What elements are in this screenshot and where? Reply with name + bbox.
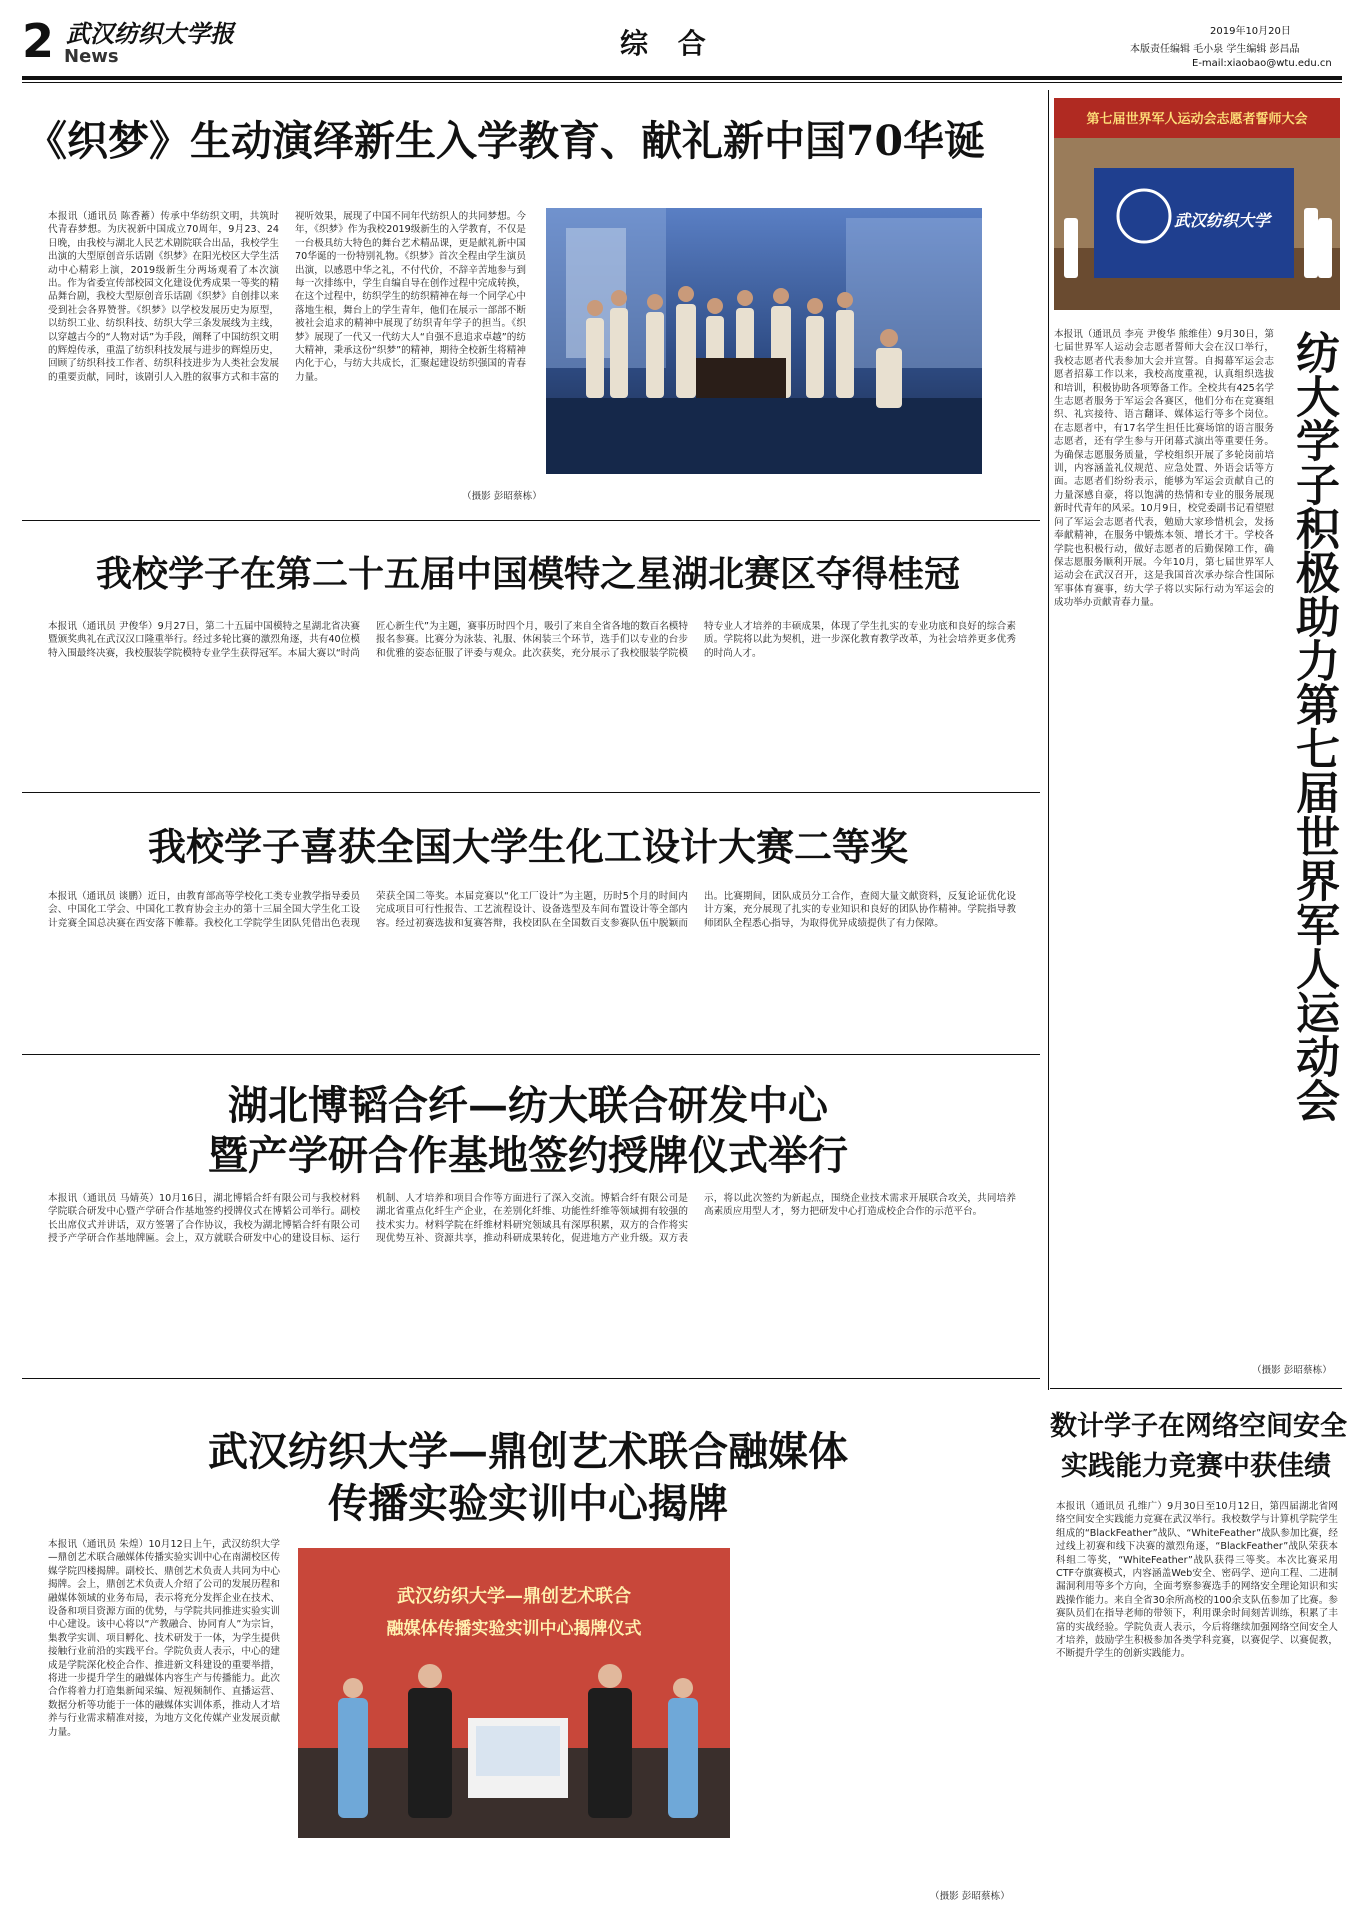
volunteer-banner-text: 第七届世界军人运动会志愿者誓师大会 [1086, 112, 1308, 127]
sidebar2-title-line1: 数计学子在网络空间安全 [1050, 1411, 1347, 1442]
sidebar2-title-line2: 实践能力竞赛中获佳绩 [1061, 1451, 1331, 1482]
editor-credits: 本版责任编辑 毛小泉 学生编辑 彭昌晶 [1130, 44, 1300, 55]
contact-email: E-mail:xiaobao@wtu.edu.cn [1192, 58, 1332, 69]
paper-name: 武汉纺织大学报 [66, 19, 234, 48]
sidebar1-volunteer-photo [1054, 98, 1340, 310]
article5-title-line2: 传播实验实训中心揭牌 [328, 1480, 728, 1527]
article1-stage-photo [546, 208, 982, 474]
article3-title: 我校学子喜获全国大学生化工设计大赛二等奖 [147, 824, 908, 869]
article5-body: 本报讯（通讯员 朱煌）10月12日上午，武汉纺织大学—鼎创艺术联合融媒体传播实验实训中心在南湖校区传媒学院四楼揭牌。副校长、鼎创艺术负责人共同为中心揭牌。会上，鼎创艺术负责人介绍了公司的发展历程和融媒体领域的业务布局，表示将充分发挥企业在技术、设备和项目资源方面的优势，与学院共同推进实验实训中心建设。该中心将以“产教融合、协同育人”为宗旨，集教学实训、项目孵化、技术研发于一体，为学生提供接触行业前沿的实践平台。学院负责人表示，中心的建成是学院深化校企合作、推进新文科建设的重要举措，将进一步提升学生的融媒体内容生产与传播能力。此次合作将着力打造集新闻采编、短视频制作、直播运营、数据分析等功能于一体的融媒体实训体系，推动人才培养与行业需求精准对接，为地方文化传媒产业发展贡献力量。 [48, 1539, 280, 1738]
article4-body: 本报讯（通讯员 马婧英）10月16日，湖北博韬合纤有限公司与我校材料学院联合研发中心暨产学研合作基地签约授牌仪式在博韬公司举行。副校长出席仪式并讲话，双方签署了合作协议，我校为湖北博韬合纤有限公司授予产学研合作基地牌匾。会上，双方就联合研发中心的建设目标、运行机制、人才培养和项目合作等方面进行了深入交流。博韬合纤有限公司是湖北省重点化纤生产企业，在差别化纤维、功能性纤维等领域拥有较强的技术实力。材料学院在纤维材料研究领域具有深厚积累，双方的合作将实现优势互补、资源共享，推动科研成果转化，促进地方产业升级。双方表示，将以此次签约为新起点，围绕企业技术需求开展联合攻关，共同培养高素质应用型人才，努力把研发中心打造成校企合作的示范平台。 [48, 1193, 1016, 1245]
sidebar1-body: 本报讯（通讯员 李亮 尹俊华 熊维佳）9月30日，第七届世界军人运动会志愿者誓师大会在汉口举行，我校志愿者代表参加大会并宣誓。自揭幕军运会志愿者招募工作以来，我校高度重视，认真组织选拔和培训，积极协助各项筹备工作。全校共有425名学生志愿者服务于军运会各赛区，他们分布在竞赛组织、礼宾接待、语言翻译、媒体运行等多个岗位。在志愿者中，有17名学生担任比赛场馆的语言服务志愿者，还有学生参与开闭幕式演出等重要任务。为确保志愿服务质量，学校组织开展了多轮岗前培训，内容涵盖礼仪规范、应急处置、外语会话等方面。志愿者们纷纷表示，能够为军运会贡献自己的力量深感自豪，将以饱满的热情和专业的服务展现新时代青年的风采。10月9日，校党委副书记看望慰问了军运会志愿者代表，勉励大家珍惜机会，发扬奉献精神，在服务中锻炼本领、增长才干。学校各学院也积极行动，做好志愿者的后勤保障工作，确保志愿服务顺利开展。今年10月，第七届世界军人运动会在武汉召开，这是我国首次承办综合性国际军事体育赛事，纺大学子将以实际行动为军运会的成功举办贡献青春力量。 [1054, 329, 1274, 609]
ceremony-banner-line1: 武汉纺织大学—鼎创艺术联合 [397, 1586, 631, 1607]
masthead-rule-thin [22, 82, 1342, 83]
article2-body: 本报讯（通讯员 尹俊华）9月27日，第二十五届中国模特之星湖北省决赛暨颁奖典礼在武汉汉口隆重举行。经过多轮比赛的激烈角逐，共有40位模特入围最终决赛，我校服装学院模特专业学生获得冠军。本届大赛以“时尚匠心新生代”为主题，赛事历时四个月，吸引了来自全省各地的数百名模特报名参赛。比赛分为泳装、礼服、休闲装三个环节，选手们以专业的台步和优雅的姿态征服了评委与观众。此次获奖，充分展示了我校服装学院模特专业人才培养的丰硕成果，体现了学生扎实的专业功底和良好的综合素质。学院将以此为契机，进一步深化教育教学改革，为社会培养更多优秀的时尚人才。 [48, 621, 1016, 659]
ceremony-banner-line2: 融媒体传播实验实训中心揭牌仪式 [386, 1619, 642, 1639]
masthead-rule-thick [22, 76, 1342, 80]
sidebar-vertical-rule [1048, 90, 1049, 1390]
article1-body: 本报讯（通讯员 陈香蓄）传承中华纺织文明，共筑时代青春梦想。为庆祝新中国成立70周年，9月23、24日晚，由我校与湖北人民艺术剧院联合出品，我校学生出演的大型原创音乐话剧《织梦》在阳光校区大学生活动中心精彩上演，2019级新生分两场观看了本次演出。作为省委宣传部校园文化建设优秀成果一等奖的精品舞台剧，我校大型原创音乐话剧《织梦》自创排以来受到社会各界赞誉。《织梦》以学校发展历史为原型，以纺织工业、纺织科技、纺织大学三条发展线为主线，以穿越古今的“人物对话”为手段，阐释了中国纺织文明的辉煌传承，重温了纺织科技发展与进步的辉煌历史，回顾了纺织科技工作者、纺织科技进步为人类社会发展的重要贡献，同时，该剧引人入胜的叙事方式和丰富的视听效果，展现了中国不同年代纺织人的共同梦想。今年，《织梦》作为我校2019级新生的入学教育，不仅是一台极具纺大特色的舞台艺术精品课，更是献礼新中国70华诞的一份特别礼物。《织梦》首次全程由学生演员出演，以感恩中华之礼，不付代价，不辞辛苦地参与到每一次排练中，学生自编自导在创作过程中完成转换，在这个过程中，纺织学生的纺织精神在每一个同学心中落地生根，舞台上的学生青年，他们在展示一部部不断被社会追求的精神中展现了纺织青年学子的担当。《织梦》展现了一代又一代纺大人“自强不息追求卓越”的纺大精神，秉承这份“织梦”的精神，期待全校新生将精神内化于心，与纺大共成长，汇聚起建设纺织强国的青春力量。 [48, 211, 526, 383]
article4-title-line2: 暨产学研合作基地签约授牌仪式举行 [208, 1132, 848, 1179]
article2-title: 我校学子在第二十五届中国模特之星湖北赛区夺得桂冠 [95, 553, 960, 595]
article1-photo-credit: （摄影 彭昭蔡栋） [462, 491, 542, 502]
article5-photo-credit: （摄影 彭昭蔡栋） [930, 1891, 1010, 1902]
article5-body-col1 [48, 1538, 280, 1908]
university-flag-text: 武汉纺织大学 [1174, 211, 1271, 230]
article5-ceremony-photo [298, 1548, 730, 1838]
page-label: News [64, 46, 119, 67]
issue-date: 2019年10月20日 [1210, 26, 1291, 37]
page-number: 2 [22, 14, 55, 68]
section-name: 综 合 [620, 27, 716, 60]
sidebar1-vertical-title: 纺大学子积极助力第七届世界军人运动会 [1288, 330, 1339, 1122]
sidebar-divider [1050, 1388, 1342, 1389]
article5-title-line1: 武汉纺织大学—鼎创艺术联合融媒体 [208, 1428, 848, 1475]
article4-title-line1: 湖北博韬合纤—纺大联合研发中心 [228, 1082, 828, 1129]
divider-3 [22, 1054, 1040, 1055]
article1-title: 《织梦》生动演绎新生入学教育、献礼新中国70华诞 [26, 117, 986, 165]
divider-1 [22, 520, 1040, 521]
divider-2 [22, 792, 1040, 793]
sidebar2-body: 本报讯（通讯员 孔维广）9月30日至10月12日，第四届湖北省网络空间安全实践能力竞赛在武汉举行。我校数学与计算机学院学生组成的“BlackFeather”战队、“WhiteFeather”战队参加比赛，经过线上初赛和线下决赛的激烈角逐，“BlackFeather”战队荣获本科组二等奖，“WhiteFeather”战队获得三等奖。本次比赛采用CTF夺旗赛模式，内容涵盖Web安全、密码学、逆向工程、二进制漏洞利用等多个方向，全面考察参赛选手的网络安全理论知识和实践操作能力。来自全省30余所高校的100余支队伍参加了比赛。参赛队员们在指导老师的带领下，利用课余时间刻苦训练，积累了丰富的实战经验。学院负责人表示，今后将继续加强网络空间安全人才培养，鼓励学生积极参加各类学科竞赛，以赛促学、以赛促教，不断提升学生的创新实践能力。 [1056, 1501, 1338, 1660]
divider-4 [22, 1378, 1040, 1379]
article3-body: 本报讯（通讯员 谈鹏）近日，由教育部高等学校化工类专业教学指导委员会、中国化工学会、中国化工教育协会主办的第十三届全国大学生化工设计竞赛全国总决赛在西安落下帷幕。我校化工学院学生团队凭借出色表现荣获全国二等奖。本届竞赛以“化工厂设计”为主题，历时5个月的时间内完成项目可行性报告、工艺流程设计、设备选型及车间布置设计等全部内容。经过初赛选拔和复赛答辩，我校团队在全国数百支参赛队伍中脱颖而出。比赛期间，团队成员分工合作，查阅大量文献资料，反复论证优化设计方案，充分展现了扎实的专业知识和良好的团队协作精神。学院指导教师团队全程悉心指导，为取得优异成绩提供了有力保障。 [48, 891, 1016, 929]
sidebar1-photo-credit: （摄影 彭昭蔡栋） [1252, 1365, 1332, 1376]
